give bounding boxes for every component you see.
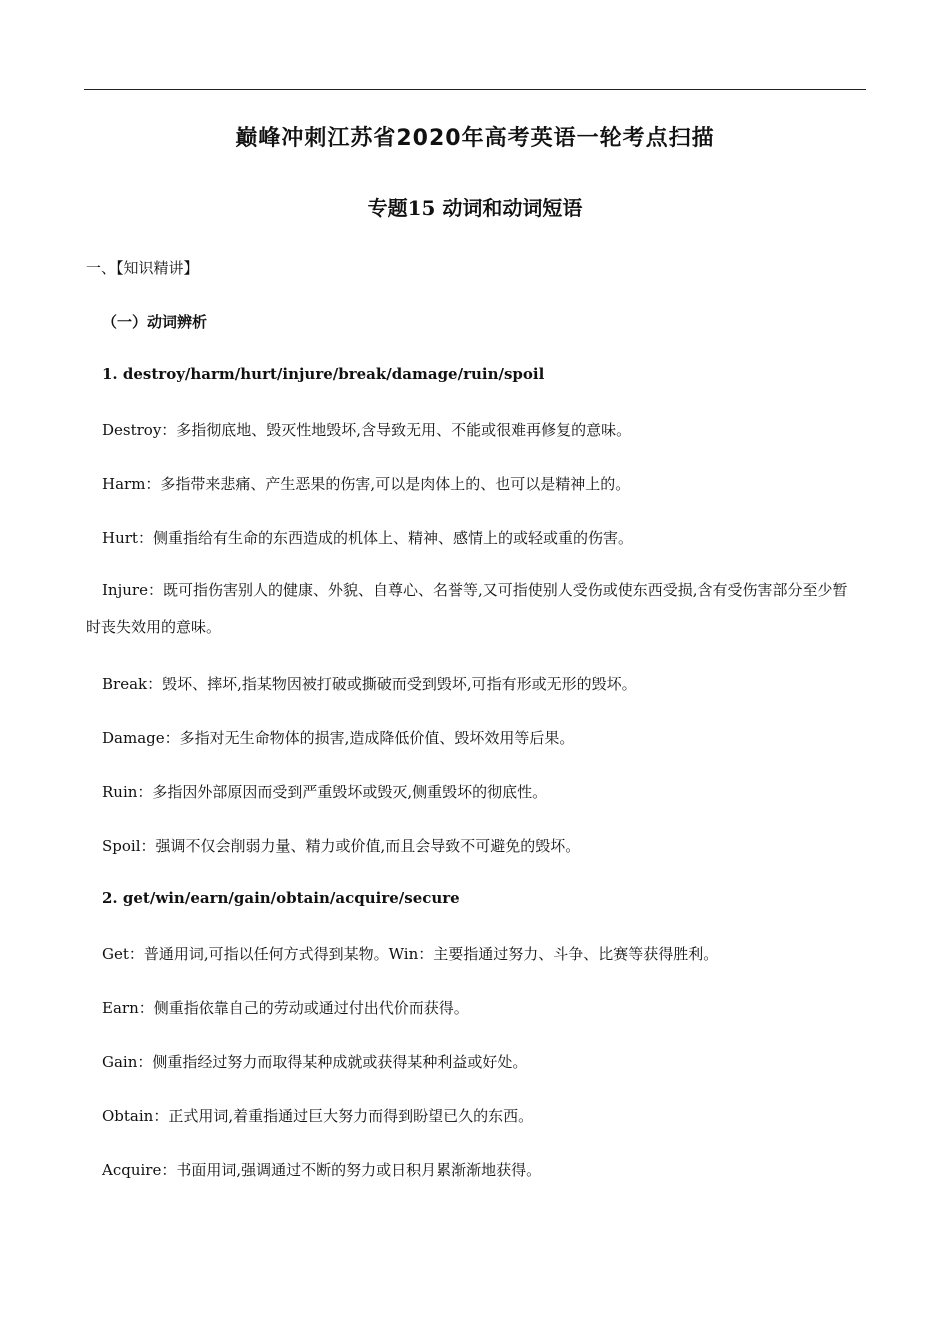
entry-hurt: Hurt：侧重指给有生命的东西造成的机体上、精神、感情上的或轻或重的伤害。 bbox=[102, 529, 633, 547]
entry-obtain: Obtain：正式用词,着重指通过巨大努力而得到盼望已久的东西。 bbox=[102, 1107, 534, 1125]
entry-destroy: Destroy：多指彻底地、毁灭性地毁坏,含导致无用、不能或很难再修复的意味。 bbox=[102, 421, 632, 439]
entry-harm: Harm：多指带来悲痛、产生恶果的伤害,可以是肉体上的、也可以是精神上的。 bbox=[102, 475, 631, 493]
group-heading-1: 1. destroy/harm/hurt/injure/break/damage/ruin/spoil bbox=[102, 365, 545, 383]
document-title: 巅峰冲刺江苏省2020年高考英语一轮考点扫描 bbox=[235, 126, 715, 151]
header-rule bbox=[84, 89, 866, 90]
entry-get-win: Get：普通用词,可指以任何方式得到某物。Win：主要指通过努力、斗争、比赛等获得胜利。 bbox=[102, 945, 719, 963]
subsection-heading: （一）动词辨析 bbox=[102, 313, 208, 331]
entry-acquire: Acquire：书面用词,强调通过不断的努力或日积月累渐渐地获得。 bbox=[102, 1161, 542, 1179]
entry-injure: Injure：既可指伤害别人的健康、外貌、自尊心、名誉等,又可指使别人受伤或使东西受损,含有受伤害部分至少暂时丧失效用的意味。 bbox=[86, 581, 848, 636]
entry-break: Break：毁坏、摔坏,指某物因被打破或撕破而受到毁坏,可指有形或无形的毁坏。 bbox=[102, 675, 637, 693]
entry-ruin: Ruin：多指因外部原因而受到严重毁坏或毁灭,侧重毁坏的彻底性。 bbox=[102, 783, 548, 801]
entry-earn: Earn：侧重指依靠自己的劳动或通过付出代价而获得。 bbox=[102, 999, 469, 1017]
entry-spoil: Spoil：强调不仅会削弱力量、精力或价值,而且会导致不可避免的毁坏。 bbox=[102, 837, 581, 855]
entry-damage: Damage：多指对无生命物体的损害,造成降低价值、毁坏效用等后果。 bbox=[102, 729, 575, 747]
document-subtitle: 专题15 动词和动词短语 bbox=[367, 196, 583, 220]
section-heading: 一、【知识精讲】 bbox=[86, 259, 199, 277]
entry-gain: Gain：侧重指经过努力而取得某种成就或获得某种利益或好处。 bbox=[102, 1053, 528, 1071]
group-heading-2: 2. get/win/earn/gain/obtain/acquire/secure bbox=[102, 889, 460, 907]
